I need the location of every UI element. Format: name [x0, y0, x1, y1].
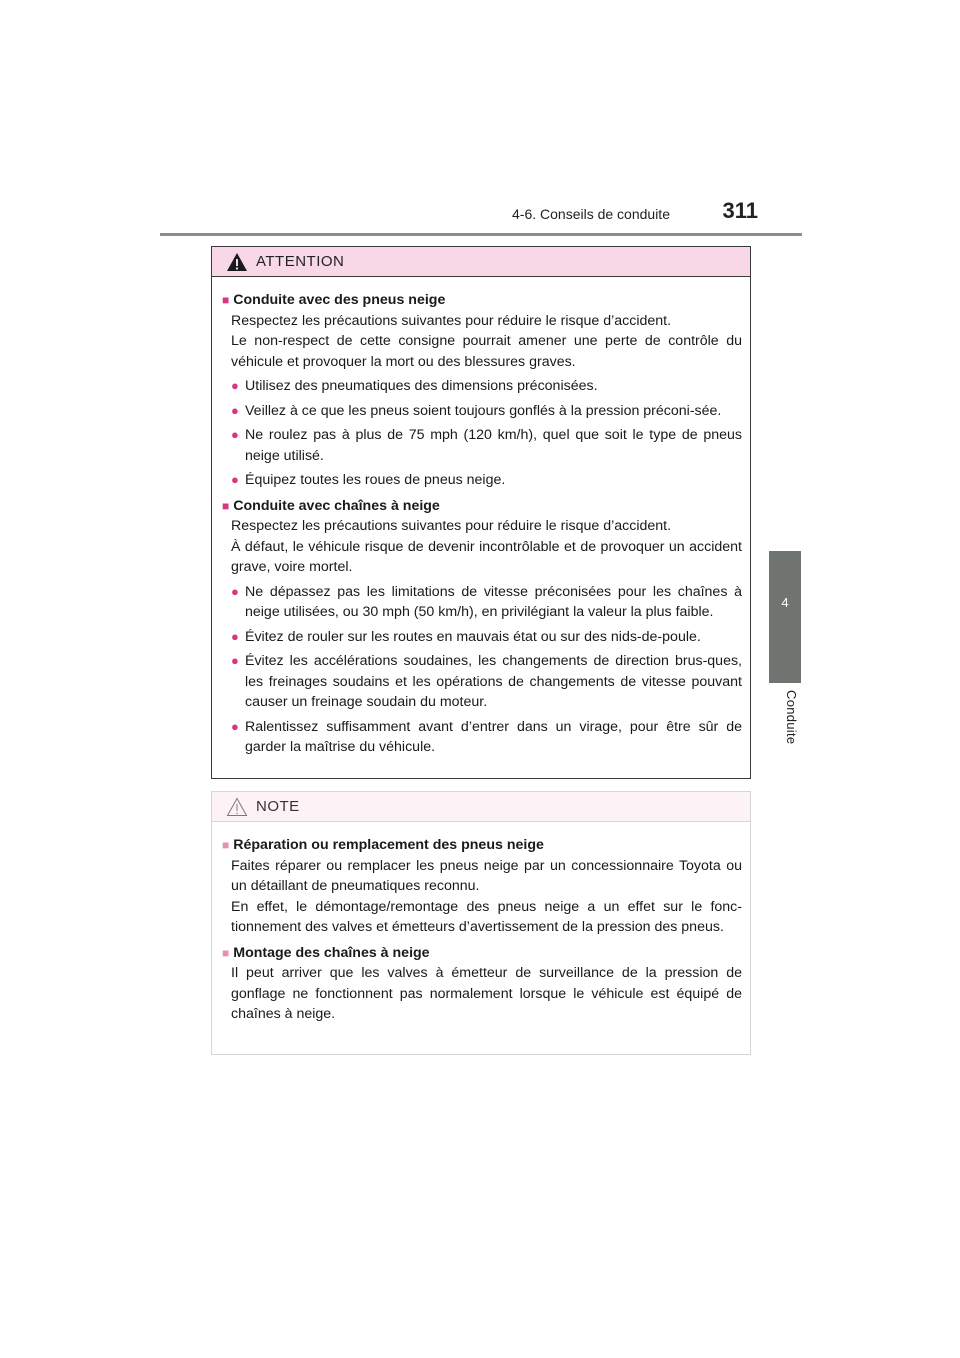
list-item: ● Veillez à ce que les pneus soient toujours gonflés à la pression préconi-sée.: [222, 401, 742, 422]
square-bullet-icon: ■: [222, 945, 230, 960]
list-item: ● Équipez toutes les roues de pneus neige.: [222, 470, 742, 491]
list-item: ● Évitez les accélérations soudaines, les changements de direction brus-ques, les freinages soudains et les opérations de changements de vitesse pouvant causer un freinage soudain du moteur.: [222, 651, 742, 713]
attention-box: [211, 246, 751, 779]
section-heading: ■ Conduite avec chaînes à neige: [222, 496, 742, 517]
circle-bullet-icon: ●: [231, 402, 239, 418]
note-title: NOTE: [256, 798, 300, 815]
circle-bullet-icon: ●: [231, 583, 239, 599]
square-bullet-icon: ■: [222, 838, 230, 852]
section-heading: ■ Réparation ou remplacement des pneus neige: [222, 835, 742, 856]
paragraph: Le non-respect de cette consigne pourrait amener une perte de contrôle du véhicule et provoquer la mort ou des blessures graves.: [231, 333, 742, 370]
attention-title: ATTENTION: [256, 253, 345, 270]
list-item: ● Ne roulez pas à plus de 75 mph (120 km/h), quel que soit le type de pneus neige utilisé.: [222, 425, 742, 466]
circle-bullet-icon: ●: [231, 653, 239, 668]
circle-bullet-icon: ●: [231, 427, 239, 442]
list-item: ● Utilisez des pneumatiques des dimensions préconisées.: [222, 376, 742, 397]
circle-bullet-icon: ●: [231, 378, 239, 393]
paragraph: En effet, le démontage/remontage des pneus neige a un effet sur le fonc-tionnement des valves et émetteurs d’avertissement de la pression des pneus.: [231, 898, 742, 935]
paragraph: Respectez les précautions suivantes pour réduire le risque d’accident.: [231, 518, 672, 534]
paragraph: Il peut arriver que les valves à émetteur de surveillance de la pression de gonflage ne fonctionnent pas normalement lorsque le véhicule est équipé de chaînes à neige.: [231, 965, 742, 1022]
circle-bullet-icon: ●: [231, 472, 239, 487]
warning-triangle-icon: [226, 252, 248, 272]
square-bullet-icon: ■: [222, 293, 230, 307]
list-item: ● Ralentissez suffisamment avant d’entrer dans un virage, pour être sûr de garder la maîtrise du véhicule.: [222, 717, 742, 758]
list-item: ● Ne dépassez pas les limitations de vitesse préconisées pour les chaînes à neige utilisées, ou 30 mph (50 km/h), en privilégiant la valeur la plus faible.: [222, 582, 742, 623]
paragraph: Faites réparer ou remplacer les pneus neige par un concessionnaire Toyota ou un détaillant de pneumatiques reconnu.: [231, 857, 742, 894]
note-box: [211, 791, 751, 1055]
list-item: ● Évitez de rouler sur les routes en mauvais état ou sur des nids-de-poule.: [222, 627, 742, 648]
note-header: [212, 792, 750, 822]
section-heading: ■ Conduite avec des pneus neige: [222, 290, 742, 311]
section-title: 4-6. Conseils de conduite: [512, 206, 670, 222]
caution-outline-icon: [226, 797, 248, 817]
chapter-tab: [769, 551, 801, 683]
page-header: [160, 196, 802, 236]
attention-body: [212, 277, 750, 758]
chapter-number: 4: [781, 595, 789, 610]
circle-bullet-icon: ●: [231, 628, 239, 644]
header-rule: [160, 233, 802, 236]
paragraph: À défaut, le véhicule risque de devenir incontrôlable et de provoquer un accident grave, voire mortel.: [231, 538, 742, 575]
attention-header: [212, 247, 750, 277]
paragraph: Respectez les précautions suivantes pour réduire le risque d’accident.: [231, 312, 672, 329]
note-body: [212, 822, 750, 1025]
square-bullet-icon: ■: [222, 498, 230, 513]
page-number: 311: [722, 198, 758, 223]
chapter-label: Conduite: [784, 690, 799, 745]
circle-bullet-icon: ●: [231, 718, 239, 734]
section-heading: ■ Montage des chaînes à neige: [222, 943, 742, 964]
